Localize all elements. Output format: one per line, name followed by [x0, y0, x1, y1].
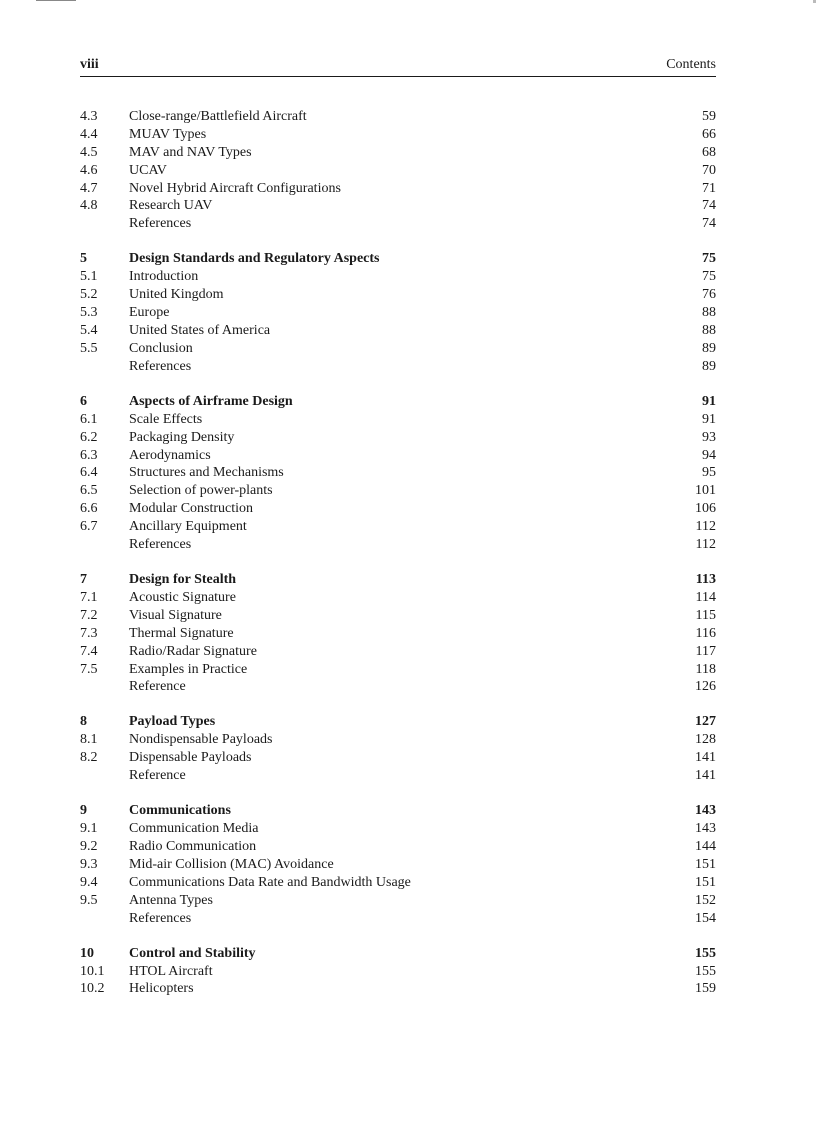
toc-entry-page: 115: [695, 607, 716, 623]
toc-entry-page: 112: [695, 519, 716, 535]
toc-entry[interactable]: [80, 731, 716, 749]
toc-entry-title: References: [129, 536, 192, 552]
toc-entry-page: 94: [702, 447, 716, 463]
toc-entry-number: 6: [80, 393, 87, 409]
toc-entry-page: 74: [702, 216, 716, 232]
toc-entry-number: 9.1: [80, 821, 98, 837]
toc-chapter-block: [80, 393, 716, 554]
toc-entry-title: MAV and NAV Types: [129, 144, 252, 160]
toc-entry-number: 6.6: [80, 501, 98, 517]
toc-entry[interactable]: [80, 464, 716, 482]
toc-entry-page: 154: [695, 910, 716, 926]
toc-entry-page: 117: [695, 643, 716, 659]
toc-entry-page: 113: [695, 572, 716, 588]
toc-entry-number: 5: [80, 251, 87, 267]
toc-entry[interactable]: [80, 144, 716, 162]
toc-entry-title: Modular Construction: [129, 501, 254, 517]
toc-entry-title: Thermal Signature: [129, 625, 234, 641]
toc-entry-title: Communication Media: [129, 821, 259, 837]
toc-entry-page: 71: [702, 180, 716, 196]
toc-entry[interactable]: [80, 180, 716, 198]
toc-entry-page: 159: [695, 981, 716, 997]
toc-entry[interactable]: [80, 340, 716, 358]
toc-entry[interactable]: [80, 162, 716, 180]
toc-entry-page: 116: [695, 625, 716, 641]
toc-entry-number: 7: [80, 572, 87, 588]
toc-entry-page: 88: [702, 305, 716, 321]
toc-chapter-heading[interactable]: [80, 802, 716, 820]
toc-entry-number: 5.3: [80, 305, 98, 321]
toc-entry-title: Scale Effects: [129, 411, 203, 427]
toc-entry-page: 59: [702, 109, 716, 124]
toc-entry[interactable]: [80, 518, 716, 536]
toc-entry[interactable]: [80, 856, 716, 874]
toc-entry-number: 10.2: [80, 981, 105, 997]
toc-chapter-block: [80, 945, 716, 999]
toc-entry-title: Aerodynamics: [129, 447, 211, 463]
toc-entry-title: Communications Data Rate and Bandwidth Usage: [129, 874, 411, 890]
toc-entry[interactable]: [80, 820, 716, 838]
toc-entry[interactable]: [80, 607, 716, 625]
toc-entry-title: Selection of power-plants: [129, 483, 273, 499]
toc-entry[interactable]: [80, 643, 716, 661]
toc-entry-number: 5.4: [80, 322, 98, 338]
toc-entry[interactable]: [80, 304, 716, 322]
toc-entry-number: 6.4: [80, 465, 98, 481]
toc-entry[interactable]: [80, 268, 716, 286]
toc-entry-page: 75: [702, 269, 716, 285]
toc-chapter-block: [80, 571, 716, 696]
toc-entry-title: Dispensable Payloads: [129, 750, 252, 766]
toc-entry-title: Visual Signature: [129, 607, 222, 623]
toc-entry-page: 76: [702, 287, 716, 303]
toc-entry-number: 10.1: [80, 963, 105, 979]
toc-entry-page: 151: [695, 874, 716, 890]
toc-entry[interactable]: [80, 767, 716, 785]
toc-entry-page: 75: [702, 251, 716, 267]
toc-entry-number: 6.1: [80, 411, 98, 427]
toc-entry-number: 5.5: [80, 340, 98, 356]
toc-entry-title: UCAV: [129, 162, 167, 178]
toc-entry[interactable]: [80, 661, 716, 679]
toc-entry-number: 9: [80, 803, 87, 819]
toc-entry-page: 89: [702, 340, 716, 356]
toc-entry-title: Radio/Radar Signature: [129, 643, 257, 659]
toc-entry-title: Payload Types: [129, 714, 216, 730]
toc-entry-page: 66: [702, 126, 716, 142]
toc-entry-page: 118: [695, 661, 716, 677]
toc-entry[interactable]: [80, 322, 716, 340]
toc-chapter-block: [80, 108, 716, 233]
page-number: viii: [80, 57, 99, 72]
toc-entry-number: 7.3: [80, 625, 98, 641]
toc-entry-title: HTOL Aircraft: [129, 963, 213, 979]
toc-entry-number: 5.1: [80, 269, 98, 285]
toc-entry[interactable]: [80, 892, 716, 910]
toc-chapter-heading[interactable]: [80, 571, 716, 589]
toc-entry-page: 91: [702, 393, 716, 409]
toc-entry-title: References: [129, 216, 192, 232]
toc-entry[interactable]: [80, 874, 716, 892]
toc-entry-number: 9.3: [80, 856, 98, 872]
toc-entry-title: Design Standards and Regulatory Aspects: [129, 251, 380, 267]
toc-entry-number: 4.5: [80, 144, 98, 160]
toc-entry-page: 74: [702, 198, 716, 214]
toc-entry[interactable]: [80, 126, 716, 144]
toc-entry-number: 4.4: [80, 126, 98, 142]
toc-entry[interactable]: [80, 358, 716, 376]
toc-entry-title: Introduction: [129, 269, 199, 285]
toc-entry-title: Ancillary Equipment: [129, 519, 247, 535]
toc-entry-title: Acoustic Signature: [129, 589, 236, 605]
toc-entry-page: 114: [695, 589, 716, 605]
toc-entry-page: 89: [702, 358, 716, 374]
toc-chapter-heading[interactable]: [80, 945, 716, 963]
toc-entry-number: 10: [80, 945, 94, 961]
toc-entry-page: 68: [702, 144, 716, 160]
toc-entry-title: MUAV Types: [129, 126, 207, 142]
toc-entry-title: Communications: [129, 803, 231, 819]
toc-entry-page: 144: [695, 839, 716, 854]
toc-entry-page: 155: [695, 945, 716, 961]
toc-entry-title: Close-range/Battlefield Aircraft: [129, 109, 307, 124]
toc-entry-number: 4.8: [80, 198, 98, 214]
toc-entry-title: Research UAV: [129, 198, 213, 214]
toc-entry-page: 155: [695, 963, 716, 979]
toc-entry-number: 4.7: [80, 180, 98, 196]
toc-entry[interactable]: [80, 215, 716, 233]
toc-entry[interactable]: [80, 411, 716, 429]
toc-entry-number: 4.6: [80, 162, 98, 178]
toc-entry-number: 6.3: [80, 447, 98, 463]
toc-entry[interactable]: [80, 838, 716, 856]
toc-chapter-block: [80, 802, 716, 927]
toc-entry-number: 8.2: [80, 750, 98, 766]
toc-entry-page: 141: [695, 750, 716, 766]
toc-entry-page: 93: [702, 429, 716, 445]
toc-entry-number: 8: [80, 714, 87, 730]
toc-entry-title: References: [129, 358, 192, 374]
toc-entry-page: 95: [702, 465, 716, 481]
toc-entry-number: 9.4: [80, 874, 98, 890]
toc-entry[interactable]: [80, 910, 716, 928]
toc-entry-title: Nondispensable Payloads: [129, 732, 273, 748]
toc-entry-title: Novel Hybrid Aircraft Configurations: [129, 180, 341, 196]
toc-entry-page: 70: [702, 162, 716, 178]
toc-entry-title: Reference: [129, 679, 186, 695]
toc-entry[interactable]: [80, 980, 716, 998]
toc-entry[interactable]: [80, 678, 716, 696]
toc-entry-number: 9.5: [80, 892, 98, 908]
toc-entry-number: 5.2: [80, 287, 98, 303]
toc-entry[interactable]: [80, 749, 716, 767]
toc-entry-title: Aspects of Airframe Design: [129, 393, 293, 409]
toc-entry-title: Helicopters: [129, 981, 194, 997]
toc-entry-page: 127: [695, 714, 716, 730]
table-of-contents: [80, 108, 716, 1016]
toc-entry-number: 6.2: [80, 429, 98, 445]
toc-entry-title: United Kingdom: [129, 287, 224, 303]
toc-entry[interactable]: [80, 286, 716, 304]
toc-entry-page: 88: [702, 322, 716, 338]
toc-entry-title: Packaging Density: [129, 429, 235, 445]
toc-entry-page: 126: [695, 679, 716, 695]
toc-entry-number: 7.4: [80, 643, 98, 659]
toc-entry-page: 106: [695, 501, 716, 517]
toc-entry-page: 151: [695, 856, 716, 872]
toc-entry-page: 128: [695, 732, 716, 748]
toc-entry-title: United States of America: [129, 322, 271, 338]
toc-chapter-heading[interactable]: [80, 393, 716, 411]
toc-entry-title: Antenna Types: [129, 892, 213, 908]
toc-chapter-heading[interactable]: [80, 250, 716, 268]
toc-entry-number: 7.2: [80, 607, 98, 623]
toc-entry[interactable]: [80, 963, 716, 981]
toc-entry-title: Control and Stability: [129, 945, 256, 961]
toc-chapter-block: [80, 250, 716, 375]
toc-entry-title: References: [129, 910, 192, 926]
toc-entry-number: 7.5: [80, 661, 98, 677]
toc-entry-page: 91: [702, 411, 716, 427]
toc-entry-number: 6.7: [80, 519, 98, 535]
toc-entry-number: 6.5: [80, 483, 98, 499]
running-title: Contents: [666, 57, 716, 72]
toc-entry-title: Conclusion: [129, 340, 193, 356]
toc-entry[interactable]: [80, 589, 716, 607]
toc-entry-page: 101: [695, 483, 716, 499]
crop-mark: [36, 0, 76, 1]
toc-entry[interactable]: [80, 536, 716, 554]
toc-chapter-heading[interactable]: [80, 713, 716, 731]
toc-entry-title: Reference: [129, 768, 186, 784]
toc-entry-title: Mid-air Collision (MAC) Avoidance: [129, 856, 334, 872]
toc-entry[interactable]: [80, 108, 716, 126]
toc-entry-title: Europe: [129, 305, 170, 321]
toc-entry-number: 9.2: [80, 839, 98, 854]
toc-entry-page: 112: [695, 536, 716, 552]
running-header: [80, 57, 716, 77]
toc-entry-title: Radio Communication: [129, 839, 257, 854]
toc-entry-page: 152: [695, 892, 716, 908]
toc-entry-title: Design for Stealth: [129, 572, 237, 588]
toc-entry[interactable]: [80, 482, 716, 500]
toc-entry[interactable]: [80, 197, 716, 215]
toc-entry-title: Examples in Practice: [129, 661, 248, 677]
toc-chapter-block: [80, 713, 716, 785]
toc-entry-page: 143: [695, 803, 716, 819]
toc-entry-page: 143: [695, 821, 716, 837]
toc-entry-number: 7.1: [80, 589, 98, 605]
toc-entry-number: 4.3: [80, 109, 98, 124]
toc-entry[interactable]: [80, 447, 716, 465]
toc-entry[interactable]: [80, 429, 716, 447]
toc-entry-title: Structures and Mechanisms: [129, 465, 284, 481]
toc-entry-number: 8.1: [80, 732, 98, 748]
toc-entry[interactable]: [80, 500, 716, 518]
toc-entry[interactable]: [80, 625, 716, 643]
toc-entry-page: 141: [695, 768, 716, 784]
